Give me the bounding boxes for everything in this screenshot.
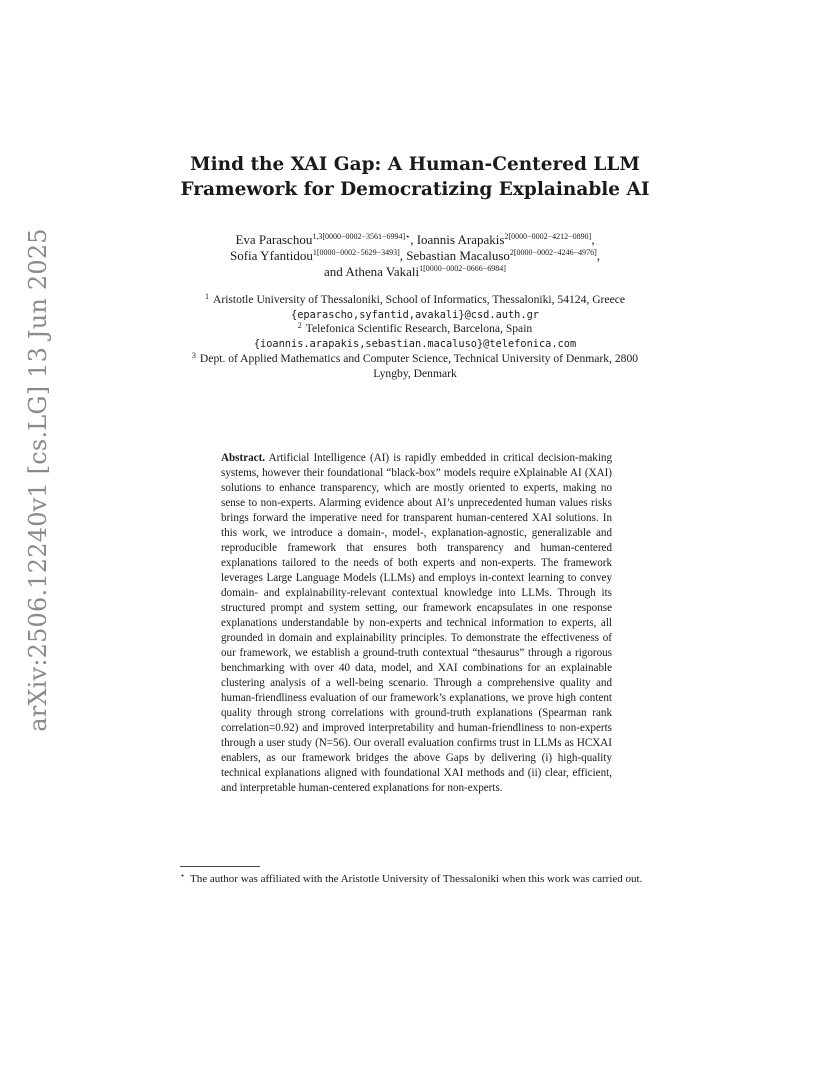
affiliation-1 xyxy=(180,293,650,308)
author-orcid: 1,3[0000−0002−3561−6994]⋆ xyxy=(312,232,411,241)
affiliation-text: Aristotle University of Thessaloniki, School of Informatics, Thessaloniki, 54124, Greece xyxy=(212,293,626,306)
author-name: Sofia Yfantidou xyxy=(229,248,313,263)
paper-title xyxy=(150,152,680,202)
arxiv-identifier xyxy=(21,228,55,732)
title-line-1: Mind the XAI Gap: A Human-Centered LLM xyxy=(190,154,640,175)
footnote xyxy=(180,872,652,887)
abstract-text: Artificial Intelligence (AI) is rapidly embedded in critical decision-making systems, however their foundational “black-box” models require eXplainable AI (XAI) solutions to enhance transparency, which are mostly oriented to experts, making no sense to non-experts. Alarming evidence about AI’s unprecedented human values risks brings forward the imperative need for transparent human-centered XAI solutions. In this work, we introduce a domain-, model-, explanation-agnostic, generalizable and reproducible framework that ensures both transparency and human-centered explanations tailored to the needs of both experts and non-experts. The framework leverages Large Language Models (LLMs) and employs in-context learning to convey domain- and explainability-relevant contextual knowledge into LLMs. Through its structured prompt and system setting, our framework encapsulates in one response explanations understandable by non-experts and technical information to experts, all grounded in domain and explainability principles. To demonstrate the effectiveness of our framework, we establish a ground-truth contextual “thesaurus” through a rigorous benchmarking with over 40 data, model, and XAI combinations for an explainable clustering analysis of a well-being scenario. Through a comprehensive quality and human-friendliness evaluation of our framework’s explanations, we prove high content quality through strong correlations with ground-truth explanations (Spearman rank correlation=0.92) and improved interpretability and human-friendliness to non-experts through a user study (N=56). Our overall evaluation confirms trust in LLMs as HCXAI enablers, as our framework bridges the above Gaps by delivering (i) high-quality technical explanations aligned with foundational XAI methods and (ii) clear, efficient, and interpretable human-centered explanations for non-experts. xyxy=(221,452,612,794)
author-line-3 xyxy=(150,264,680,280)
affiliation-text: Telefonica Scientific Research, Barcelona, Spain xyxy=(305,322,533,336)
author-list xyxy=(150,232,680,280)
affiliation-number: 3 xyxy=(191,350,196,360)
author-orcid: 1[0000−0002−0666−6984] xyxy=(419,264,506,273)
footnote-rule xyxy=(180,866,260,867)
footnote-mark: ⋆ xyxy=(180,871,186,880)
author-name: Eva Paraschou xyxy=(235,232,313,247)
author-orcid: 1[0000−0002−5629−3493] xyxy=(312,248,400,257)
affiliation-text: Dept. of Applied Mathematics and Computer Science, Technical University of Denmark, 2800 Lyngby, Denmark xyxy=(199,351,639,380)
title-line-2: Framework for Democratizing Explainable AI xyxy=(180,179,650,200)
author-line-2: Sofia Yfantidou$^{1[0000-0002-5629-3493]}$, Sebastian Macaluso$^{2[0000-0002-4246-4976]}$, xyxy=(229,248,601,263)
affiliation-email: {ioannis.arapakis,sebastian.macaluso}@telefonica.com xyxy=(253,338,577,351)
affiliation-3 xyxy=(180,352,650,381)
abstract-label: Abstract. xyxy=(221,452,266,464)
author-name: Sebastian Macaluso xyxy=(406,248,510,263)
affiliation-number: 1 xyxy=(204,292,209,301)
author-orcid: 2[0000−0002−4212−0890] xyxy=(504,232,592,241)
affiliation-email: {eparascho,syfantid,avakali}@csd.auth.gr xyxy=(291,308,539,321)
author-line-1: Eva Paraschou$^{1,3[0000-0002-3561-6994]⋆}$, Ioannis Arapakis$^{2[0000-0002-4212-0890]}$, xyxy=(235,232,595,247)
arxiv-identifier-text: arXiv:2506.12240v1 [cs.LG] 13 Jun 2025 xyxy=(24,228,52,732)
affiliation-2 xyxy=(180,322,650,337)
abstract xyxy=(221,451,612,796)
author-name: and Athena Vakali xyxy=(324,264,420,279)
affiliation-number: 2 xyxy=(297,321,302,331)
footnote-text: The author was affiliated with the Aristotle University of Thessaloniki when this work was carried out. xyxy=(190,873,643,885)
affiliations xyxy=(180,293,650,381)
author-name: Ioannis Arapakis xyxy=(416,232,505,247)
author-orcid: 2[0000−0002−4246−4976] xyxy=(509,248,597,257)
